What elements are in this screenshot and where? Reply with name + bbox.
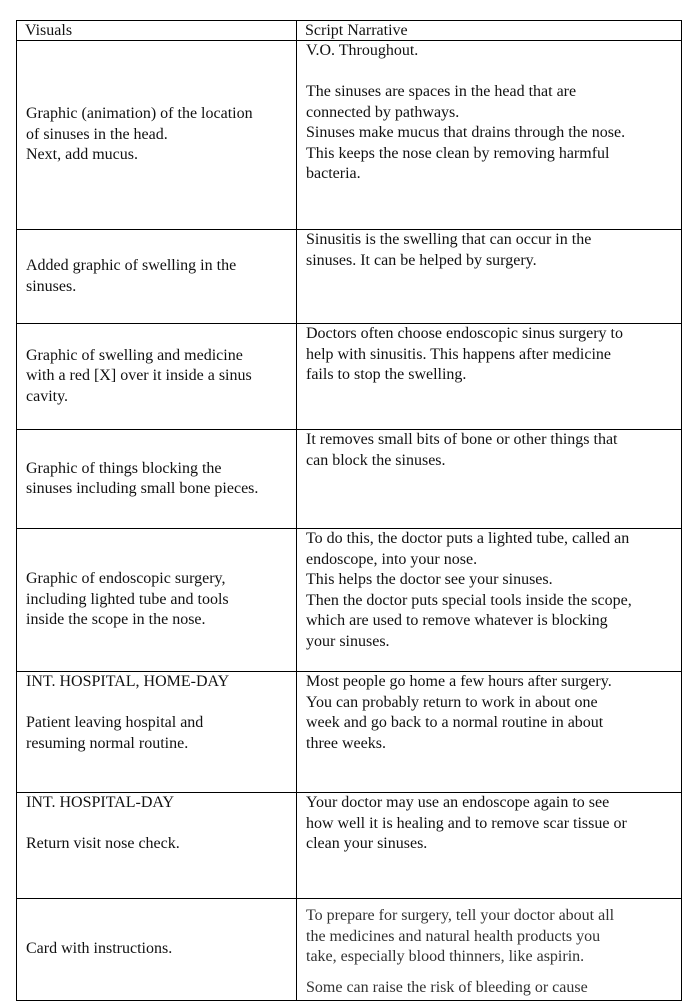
visual-cell xyxy=(17,672,297,793)
visual-cell xyxy=(17,230,297,324)
line-gap xyxy=(306,62,675,83)
visual-text: Next, add mucus. xyxy=(26,146,138,164)
script-text: This helps the doctor see your sinuses. xyxy=(306,571,553,588)
script-text: Some can raise the risk of bleeding or cause xyxy=(306,978,588,996)
script-text: fails to stop the swelling. xyxy=(306,366,467,383)
script-text: To prepare for surgery, tell your doctor about all xyxy=(306,907,615,924)
visual-text: of sinuses in the head. xyxy=(26,125,168,143)
visual-text: Added graphic of swelling in the xyxy=(26,257,237,274)
line-gap xyxy=(26,693,290,714)
visual-text: Graphic (animation) of the location xyxy=(26,105,253,123)
script-text: endoscope, into your nose. xyxy=(306,550,478,568)
visual-text: Graphic of swelling and medicine xyxy=(26,346,243,364)
script-text: which are used to remove whatever is blocking xyxy=(306,612,608,629)
script-cell xyxy=(297,529,682,672)
visual-cell xyxy=(17,793,297,899)
table-row xyxy=(17,793,682,899)
visual-text: Graphic of endoscopic surgery, xyxy=(26,570,226,588)
table-row xyxy=(17,324,682,430)
script-text: three weeks. xyxy=(306,734,386,752)
visual-cell xyxy=(17,430,297,529)
visual-text: resuming normal routine. xyxy=(26,734,189,752)
script-text: bacteria. xyxy=(306,165,361,182)
table-row xyxy=(17,672,682,793)
visual-cell xyxy=(17,324,297,430)
table-row xyxy=(17,529,682,672)
script-cell xyxy=(297,230,682,324)
visual-cell xyxy=(17,529,297,672)
visual-text: Graphic of things blocking the xyxy=(26,459,222,477)
script-text: V.O. Throughout. xyxy=(306,42,419,59)
table-row xyxy=(17,899,682,1001)
table-row xyxy=(17,430,682,529)
visual-text: sinuses. xyxy=(26,277,77,295)
paragraph-gap xyxy=(306,968,675,978)
table-row xyxy=(17,230,682,324)
visual-text: inside the scope in the nose. xyxy=(26,611,206,629)
script-cell xyxy=(297,324,682,430)
script-cell xyxy=(297,899,682,1001)
visual-text: with a red [X] over it inside a sinus xyxy=(26,367,252,385)
script-text: Your doctor may use an endoscope again to see xyxy=(306,794,610,811)
visual-text: cavity. xyxy=(26,387,69,405)
script-text: sinuses. It can be helped by surgery. xyxy=(306,251,537,269)
scene-heading: INT. HOSPITAL-DAY xyxy=(26,794,175,811)
script-text: Most people go home a few hours after surgery. xyxy=(306,673,612,690)
visual-text: Return visit nose check. xyxy=(26,835,180,852)
script-cell xyxy=(297,672,682,793)
visual-text: sinuses including small bone pieces. xyxy=(26,480,259,497)
script-text: Then the doctor puts special tools inside the scope, xyxy=(306,591,632,609)
script-text: Sinusitis is the swelling that can occur in the xyxy=(306,231,592,248)
script-text: connected by pathways. xyxy=(306,103,460,121)
script-cell xyxy=(297,793,682,899)
script-cell xyxy=(297,430,682,529)
script-text: The sinuses are spaces in the head that are xyxy=(306,83,577,100)
script-text: To do this, the doctor puts a lighted tube, called an xyxy=(306,530,630,547)
visual-cell xyxy=(17,41,297,230)
visuals-header: Visuals xyxy=(17,21,297,41)
script-text: week and go back to a normal routine in about xyxy=(306,714,604,731)
script-text: your sinuses. xyxy=(306,632,390,650)
script-text: It removes small bits of bone or other things that xyxy=(306,431,618,448)
script-text: how well it is healing and to remove scar tissue or xyxy=(306,814,627,832)
visual-cell xyxy=(17,899,297,1001)
visual-text: Card with instructions. xyxy=(26,940,173,958)
table-row xyxy=(17,41,682,230)
scene-heading: INT. HOSPITAL, HOME-DAY xyxy=(26,673,230,690)
script-text: the medicines and natural health products you xyxy=(306,927,601,945)
visual-text: including lighted tube and tools xyxy=(26,590,229,608)
script-text: This keeps the nose clean by removing harmful xyxy=(306,144,610,162)
script-text: Sinuses make mucus that drains through the nose. xyxy=(306,124,626,141)
script-narrative-header: Script Narrative xyxy=(297,21,682,41)
header-row xyxy=(17,21,682,41)
script-text: You can probably return to work in about one xyxy=(306,693,598,711)
line-gap xyxy=(26,814,290,835)
script-text: help with sinusitis. This happens after medicine xyxy=(306,345,611,363)
script-text: can block the sinuses. xyxy=(306,451,446,469)
script-table xyxy=(16,20,682,1001)
script-text: take, especially blood thinners, like aspirin. xyxy=(306,948,585,965)
script-text: clean your sinuses. xyxy=(306,835,428,852)
visual-text: Patient leaving hospital and xyxy=(26,714,204,731)
script-cell xyxy=(297,41,682,230)
script-text: Doctors often choose endoscopic sinus surgery to xyxy=(306,325,623,342)
